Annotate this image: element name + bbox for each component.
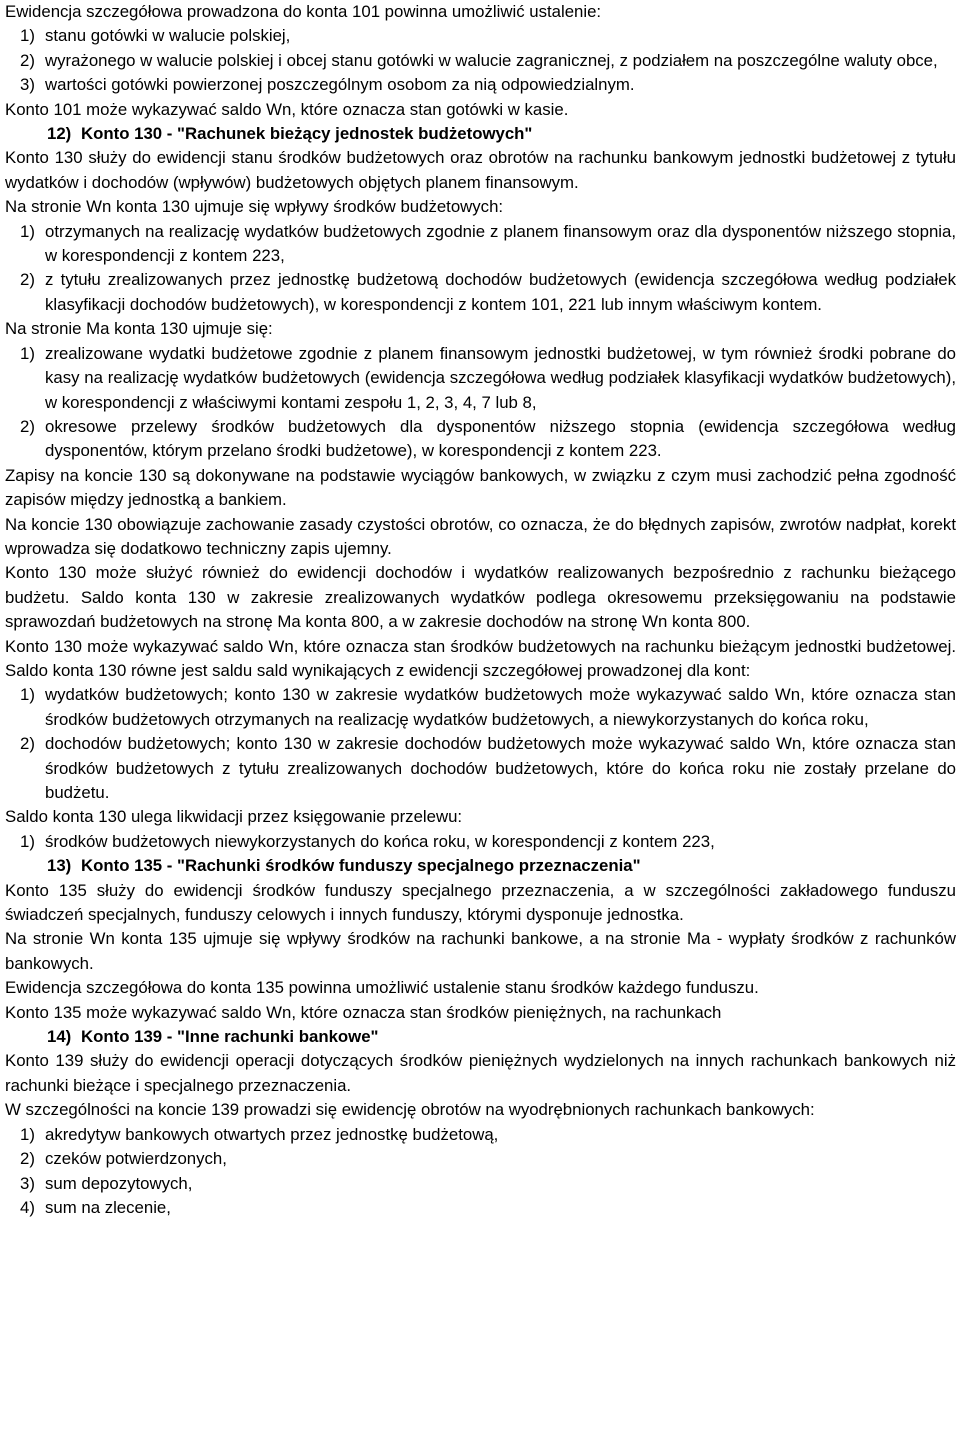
list-item-number: 2) (20, 270, 35, 290)
list-item-text: sum na zlecenie, (45, 1197, 171, 1217)
list-item (20, 268, 956, 317)
list-item (20, 732, 956, 805)
list-item-number: 3) (20, 1173, 35, 1193)
list-item-text: okresowe przelewy środków budżetowych dla dysponentów niższego stopnia (ewidencja szczegółowa według dysponentów, którym przelano środki budżetowe), w korespondencji z kontem 223. (45, 416, 956, 461)
list-item (20, 342, 956, 415)
list-item-number: 2) (20, 734, 35, 754)
paragraph: Konto 135 służy do ewidencji środków funduszy specjalnego przeznaczenia, a w szczególności zakładowego funduszu świadczeń specjalnych, funduszy celowych i innych funduszy, którymi dysponuje jednostka. (5, 880, 956, 925)
list-item-text: akredytyw bankowych otwartych przez jednostkę budżetową, (45, 1124, 499, 1144)
section-title: Konto 135 - "Rachunki środków funduszy specjalnego przeznaczenia" (81, 856, 641, 876)
section-number: 14) (47, 1027, 72, 1047)
paragraph: Ewidencja szczegółowa do konta 135 powinna umożliwić ustalenie stanu środków każdego funduszu. (5, 978, 759, 998)
section-heading (5, 122, 956, 146)
paragraph: W szczególności na koncie 139 prowadzi się ewidencję obrotów na wyodrębnionych rachunkach bankowych: (5, 1100, 815, 1120)
list-item (20, 415, 956, 464)
list-item-text: z tytułu zrealizowanych przez jednostkę budżetową dochodów budżetowych (ewidencja szczegółowa według podziałek klasyfikacji dochodów budżetowych), w korespondencji z kontem 101, 221 lub innym właściwym kontem. (45, 270, 956, 314)
paragraph: Saldo konta 130 ulega likwidacji przez księgowanie przelewu: (5, 807, 463, 827)
list-item (20, 1147, 956, 1171)
list-item-number: 2) (20, 50, 35, 70)
numbered-list (5, 1123, 956, 1221)
list-item-number: 1) (20, 685, 35, 705)
list-item-text: środków budżetowych niewykorzystanych do końca roku, w korespondencji z kontem 223, (45, 831, 715, 851)
paragraph: Zapisy na koncie 130 są dokonywane na podstawie wyciągów bankowych, w związku z czym musi zachodzić pełna zgodność zapisów między jednostką a bankiem. (5, 465, 956, 510)
list-item-number: 2) (20, 416, 35, 436)
list-item-text: dochodów budżetowych; konto 130 w zakresie dochodów budżetowych może wykazywać saldo Wn, które oznacza stan środków budżetowych z tytułu zrealizowanych dochodów budżetowych, które do końca roku nie zostały przelane do budżetu. (45, 734, 956, 802)
paragraph: Na stronie Wn konta 135 ujmuje się wpływy środków na rachunki bankowe, a na stronie Ma - wypłaty środków z rachunków bankowych. (5, 929, 956, 973)
paragraph: Konto 139 służy do ewidencji operacji dotyczących środków pieniężnych wydzielonych na innych rachunkach bankowych niż rachunki bieżące i specjalnego przeznaczenia. (5, 1051, 956, 1095)
paragraph: Na koncie 130 obowiązuje zachowanie zasady czystości obrotów, co oznacza, że do błędnych zapisów, zwrotów nadpłat, korekt wprowadza się dodatkowo techniczny zapis ujemny. (5, 514, 956, 558)
paragraph: Na stronie Wn konta 130 ujmuje się wpływy środków budżetowych: (5, 197, 504, 217)
list-item-number: 2) (20, 1149, 35, 1169)
numbered-list (5, 220, 956, 318)
list-item-text: zrealizowane wydatki budżetowe zgodnie z planem finansowym jednostki budżetowej, w tym również środki pobrane do kasy na realizację wydatków budżetowych (ewidencja szczegółowa według podziałek klasyfikacji wydatków budżetowych), w korespondencji z właściwymi kontami zespołu 1, 2, 3, 4, 7 lub 8, (45, 343, 956, 412)
paragraph: Konto 135 może wykazywać saldo Wn, które oznacza stan środków pieniężnych, na rachunkach (5, 1002, 722, 1022)
list-item (20, 49, 956, 73)
list-item-text: sum depozytowych, (45, 1173, 193, 1193)
paragraph: Konto 130 może wykazywać saldo Wn, które oznacza stan środków budżetowych na rachunku bieżącym jednostki budżetowej. Saldo konta 130 równe jest saldu sald wynikających z ewidencji szczegółowej prowadzonej dla kont: (5, 636, 956, 680)
numbered-list (5, 683, 956, 805)
section-number: 12) (47, 124, 72, 144)
list-item-text: wartości gotówki powierzonej poszczególnym osobom za nią odpowiedzialnym. (45, 75, 635, 95)
paragraph: Konto 130 może służyć również do ewidencji dochodów i wydatków realizowanych bezpośrednio z rachunku bieżącego budżetu. Saldo konta 130 w zakresie zrealizowanych wydatków podlega okresowemu przeksięgowaniu na podstawie sprawozdań budżetowych na stronę Ma konta 800, a w zakresie dochodów na stronę Wn konta 800. (5, 563, 956, 632)
list-item (20, 220, 956, 269)
list-item-number: 1) (20, 343, 35, 363)
list-item (20, 1172, 956, 1196)
paragraph: Konto 101 może wykazywać saldo Wn, które oznacza stan gotówki w kasie. (5, 99, 569, 119)
list-item-number: 1) (20, 221, 35, 241)
section-number: 13) (47, 856, 72, 876)
paragraph: Ewidencja szczegółowa prowadzona do konta 101 powinna umożliwić ustalenie: (5, 2, 602, 21)
section-heading (5, 1025, 956, 1049)
list-item-number: 1) (20, 1124, 35, 1144)
list-item-number: 4) (20, 1197, 35, 1217)
list-item (20, 830, 956, 854)
list-item-number: 1) (20, 831, 35, 851)
numbered-list (5, 342, 956, 464)
list-item (20, 1123, 956, 1147)
list-item (20, 1196, 956, 1220)
list-item-text: czeków potwierdzonych, (45, 1149, 227, 1169)
list-item (20, 24, 956, 48)
paragraph: Na stronie Ma konta 130 ujmuje się: (5, 319, 273, 339)
section-title: Konto 139 - "Inne rachunki bankowe" (81, 1027, 379, 1047)
paragraph: Konto 130 służy do ewidencji stanu środków budżetowych oraz obrotów na rachunku bankowym jednostki budżetowej z tytułu wydatków i dochodów (wpływów) budżetowych objętych planem finansowym. (5, 148, 956, 192)
list-item-text: stanu gotówki w walucie polskiej, (45, 26, 291, 46)
list-item (20, 73, 956, 97)
numbered-list (5, 24, 956, 97)
section-title: Konto 130 - "Rachunek bieżący jednostek budżetowych" (81, 124, 533, 144)
list-item-text: otrzymanych na realizację wydatków budżetowych zgodnie z planem finansowym oraz dla dysponentów niższego stopnia, w korespondencji z kontem 223, (45, 221, 956, 266)
list-item-number: 3) (20, 75, 35, 95)
section-heading (5, 854, 956, 878)
list-item-text: wyrażonego w walucie polskiej i obcej stanu gotówki w walucie zagranicznej, z podziałem na poszczególne waluty obce, (45, 50, 938, 70)
list-item-number: 1) (20, 26, 35, 46)
list-item (20, 683, 956, 732)
numbered-list (5, 830, 956, 854)
list-item-text: wydatków budżetowych; konto 130 w zakresie wydatków budżetowych może wykazywać saldo Wn, które oznacza stan środków budżetowych otrzymanych na realizację wydatków budżetowych, a niewykorzystanych do końca roku, (45, 685, 956, 729)
